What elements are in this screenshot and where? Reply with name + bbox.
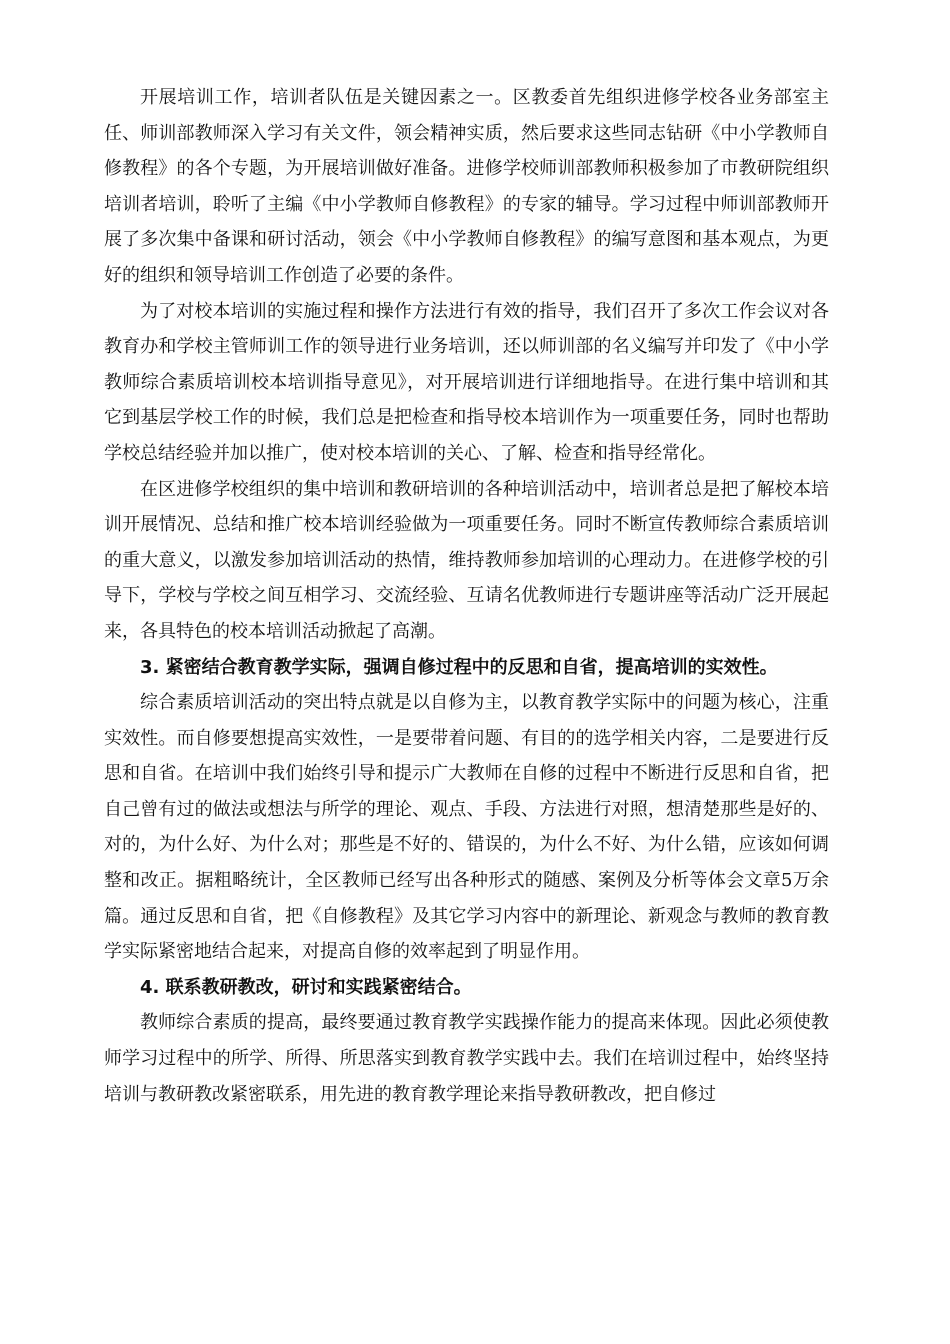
- paragraph-reflection: 综合素质培训活动的突出特点就是以自修为主，以教育教学实际中的问题为核心，注重实效性。而自修要想提高实效性，一是要带着问题、有目的的选学相关内容，二是要进行反思和自省。在培训中我们始终引导和提示广大教师在自修的过程中不断进行反思和自省，把自己曾有过的做法或想法与所学的理论、观点、手段、方法进行对照，想清楚那些是好的、对的，为什么好、为什么对；那些是不好的、错误的，为什么不好、为什么错，应该如何调整和改正。据粗略统计，全区教师已经写出各种形式的随感、案例及分析等体会文章5万余篇。通过反思和自省，把《自修教程》及其它学习内容中的新理论、新观念与教师的教育教学实际紧密地结合起来，对提高自修的效率起到了明显作用。: [104, 692, 829, 963]
- paragraph-promotion: 在区进修学校组织的集中培训和教研培训的各种培训活动中，培训者总是把了解校本培训开展情况、总结和推广校本培训经验做为一项重要任务。同时不断宣传教师综合素质培训的重大意义，以激发参加培训活动的热情，维持教师参加培训的心理动力。在进修学校的引导下，学校与学校之间互相学习、交流经验、互请名优教师进行专题讲座等活动广泛开展起来，各具特色的校本培训活动掀起了高潮。: [104, 478, 829, 642]
- paragraph-trainer-team: 开展培训工作，培训者队伍是关键因素之一。区教委首先组织进修学校各业务部室主任、师训部教师深入学习有关文件，领会精神实质，然后要求这些同志钻研《中小学教师自修教程》的各个专题，为开展培训做好准备。进修学校师训部教师积极参加了市教研院组织培训者培训，聆听了主编《中小学教师自修教程》的专家的辅导。学习过程中师训部教师开展了多次集中备课和研讨活动，领会《中小学教师自修教程》的编写意图和基本观点，为更好的组织和领导培训工作创造了必要的条件。: [104, 87, 829, 286]
- section-heading-3: 3. 紧密结合教育教学实际，强调自修过程中的反思和自省，提高培训的实效性。: [140, 656, 778, 678]
- section-heading-4: 4. 联系教研教改，研讨和实践紧密结合。: [140, 976, 472, 998]
- paragraph-practice: 教师综合素质的提高，最终要通过教育教学实践操作能力的提高来体现。因此必须使教师学习过程中的所学、所得、所思落实到教育教学实践中去。我们在培训过程中，始终坚持培训与教研教改紧密联系，用先进的教育教学理论来指导教研教改，把自修过: [104, 1012, 829, 1105]
- paragraph-guidance: 为了对校本培训的实施过程和操作方法进行有效的指导，我们召开了多次工作会议对各教育办和学校主管师训工作的领导进行业务培训，还以师训部的名义编写并印发了《中小学教师综合素质培训校本培训指导意见》，对开展培训进行详细地指导。在进行集中培训和其它到基层学校工作的时候，我们总是把检查和指导校本培训作为一项重要任务，同时也帮助学校总结经验并加以推广，使对校本培训的关心、了解、检查和指导经常化。: [104, 300, 829, 464]
- document-body: [104, 80, 829, 1112]
